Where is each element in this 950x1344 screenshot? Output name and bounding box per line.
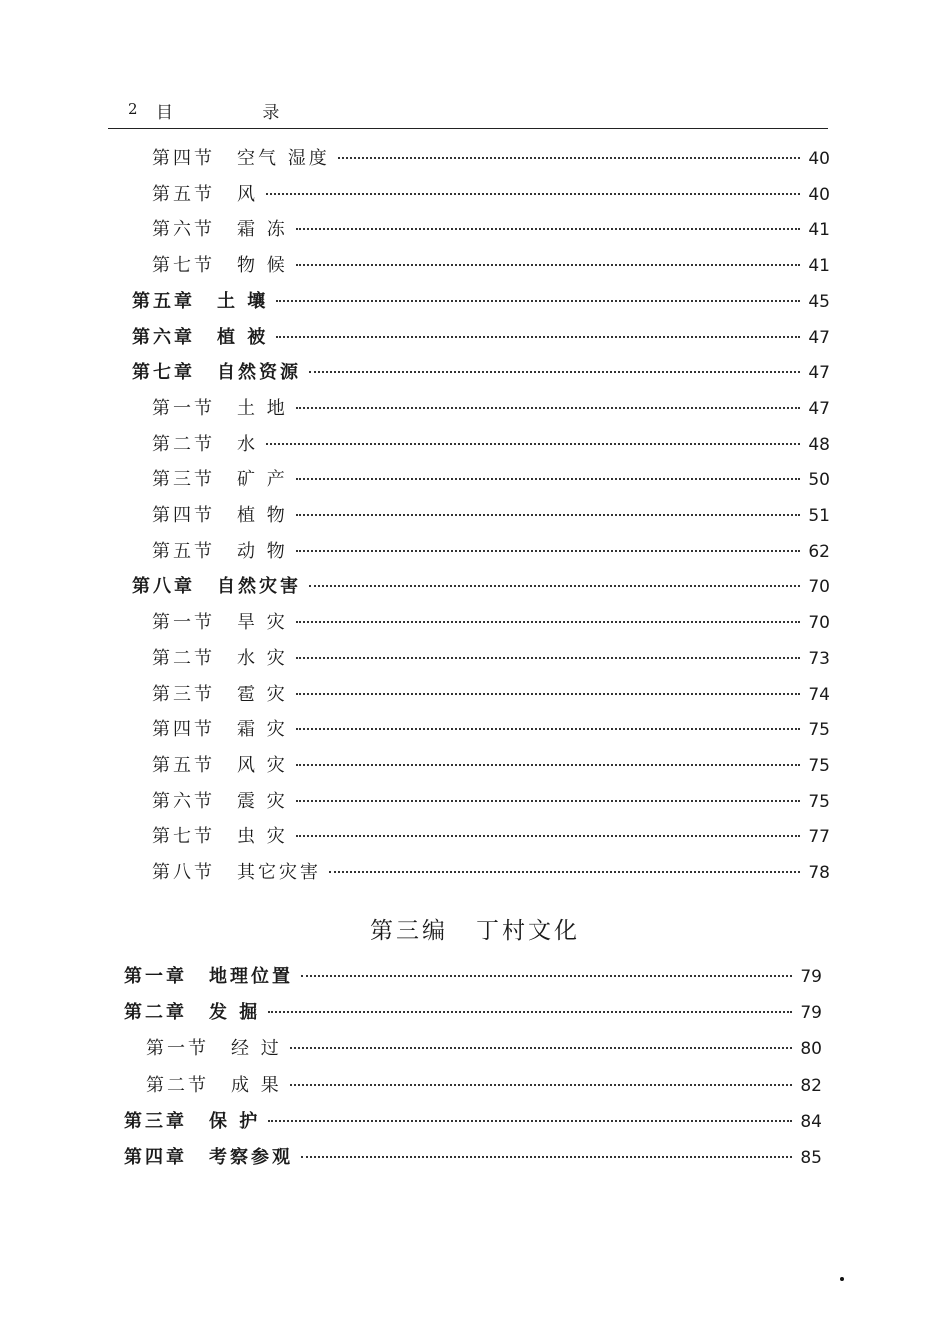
toc-entry-page: 78 xyxy=(808,863,830,883)
toc-leader-dots xyxy=(296,621,800,623)
toc-entry-number: 第二节 xyxy=(146,1074,209,1096)
toc-entry-number: 第一节 xyxy=(146,1038,209,1060)
toc-leader-dots xyxy=(276,336,800,338)
toc-entry-number: 第八章 xyxy=(132,576,195,598)
toc-entry-label xyxy=(152,715,288,741)
section-title xyxy=(0,912,950,945)
toc-leader-dots xyxy=(268,1120,792,1122)
toc-entry[interactable] xyxy=(132,572,830,602)
toc-entry[interactable] xyxy=(152,644,830,674)
toc-entry-page: 70 xyxy=(808,577,830,598)
toc-entry-page: 77 xyxy=(808,827,830,848)
toc-entry[interactable] xyxy=(152,144,830,174)
toc-entry-page: 79 xyxy=(800,967,822,987)
toc-entry[interactable] xyxy=(152,822,830,852)
toc-entry[interactable] xyxy=(124,998,822,1028)
toc-entry-title: 地理位置 xyxy=(209,966,293,987)
toc-entry[interactable] xyxy=(152,465,830,495)
toc-leader-dots xyxy=(296,514,800,516)
toc-entry[interactable] xyxy=(124,1107,822,1137)
toc-entry-page: 40 xyxy=(808,149,830,169)
toc-entry-label xyxy=(152,465,288,491)
toc-entry-number: 第七章 xyxy=(132,362,195,384)
toc-leader-dots xyxy=(301,975,792,977)
toc-leader-dots xyxy=(266,193,800,195)
toc-entry-page: 75 xyxy=(808,755,830,776)
toc-leader-dots xyxy=(309,585,800,587)
toc-entry-label xyxy=(124,1143,293,1169)
toc-leader-dots xyxy=(296,693,800,695)
toc-entry-number: 第五节 xyxy=(152,183,215,205)
section-part: 第三编 xyxy=(370,918,448,944)
toc-entry[interactable] xyxy=(132,287,830,317)
toc-entry-page: 47 xyxy=(808,327,830,348)
toc-entry-page: 74 xyxy=(808,684,830,705)
toc-entry-title: 水 xyxy=(237,433,258,455)
toc-entry[interactable] xyxy=(152,680,830,710)
toc-entry-label xyxy=(152,251,288,277)
toc-entry-page: 85 xyxy=(800,1148,822,1168)
toc-leader-dots xyxy=(301,1156,792,1158)
toc-entry-number: 第六章 xyxy=(132,326,195,348)
toc-entry-title: 植 被 xyxy=(217,326,269,348)
toc-entry[interactable] xyxy=(152,430,830,460)
toc-entry-label xyxy=(152,608,288,634)
toc-entry-title: 虫 灾 xyxy=(237,826,288,848)
toc-entry[interactable] xyxy=(152,537,830,567)
toc-entry-page: 41 xyxy=(808,220,830,241)
scan-speck xyxy=(840,1277,844,1281)
toc-entry-page: 70 xyxy=(808,613,830,634)
toc-entry-title: 考察参观 xyxy=(209,1147,293,1168)
toc-entry-number: 第五节 xyxy=(152,754,215,776)
toc-leader-dots xyxy=(266,443,800,445)
toc-entry-number: 第四章 xyxy=(124,1147,187,1168)
toc-entry-page: 45 xyxy=(808,291,830,312)
page-number: 2 xyxy=(128,100,138,118)
toc-entry[interactable] xyxy=(152,858,830,888)
toc-leader-dots xyxy=(290,1084,792,1086)
toc-entry-title: 土 地 xyxy=(237,397,288,419)
toc-leader-dots xyxy=(309,371,800,373)
toc-entry-label xyxy=(152,751,288,777)
toc-entry-number: 第一章 xyxy=(124,966,187,987)
toc-entry-page: 75 xyxy=(808,791,830,812)
toc-entry[interactable] xyxy=(152,715,830,745)
toc-entry-label xyxy=(146,1034,282,1060)
toc-entry-label xyxy=(146,1071,282,1097)
toc-entry-label xyxy=(132,572,301,598)
toc-entry-title: 霜 灾 xyxy=(237,719,288,741)
toc-entry-number: 第六节 xyxy=(152,790,215,812)
toc-leader-dots xyxy=(329,871,800,873)
toc-entry-page: 73 xyxy=(808,648,830,669)
toc-leader-dots xyxy=(296,264,800,266)
toc-entry-page: 84 xyxy=(800,1111,822,1132)
toc-leader-dots xyxy=(296,550,800,552)
toc-leader-dots xyxy=(296,835,800,837)
running-header xyxy=(108,98,828,129)
toc-entry-title: 保 护 xyxy=(209,1110,261,1132)
toc-entry-label xyxy=(132,323,268,349)
section-name: 丁村文化 xyxy=(476,918,580,944)
toc-entry-label xyxy=(152,144,330,170)
toc-entry-number: 第三节 xyxy=(152,469,215,491)
toc-entry-label xyxy=(152,394,288,420)
toc-entry-title: 霜 冻 xyxy=(237,219,288,241)
toc-entry[interactable] xyxy=(152,180,830,210)
toc-entry-title: 震 灾 xyxy=(237,790,288,812)
toc-leader-dots xyxy=(296,728,800,730)
toc-entry-label xyxy=(152,680,288,706)
toc-entry-label xyxy=(152,858,321,884)
toc-entry-page: 51 xyxy=(808,506,830,526)
toc-entry-label xyxy=(152,430,258,456)
toc-entry-page: 50 xyxy=(808,470,830,491)
toc-entry-page: 75 xyxy=(808,720,830,741)
toc-leader-dots xyxy=(296,407,800,409)
toc-entry-title: 其它灾害 xyxy=(237,862,321,883)
toc-entry-title: 发 掘 xyxy=(209,1002,261,1024)
toc-leader-dots xyxy=(296,764,800,766)
toc-entry-page: 41 xyxy=(808,256,830,277)
toc-entry-title: 矿 产 xyxy=(237,469,288,491)
toc-entry-number: 第五节 xyxy=(152,540,215,562)
header-title: 目 录 xyxy=(156,103,322,123)
toc-entry-title: 成 果 xyxy=(231,1074,282,1096)
toc-entry-number: 第六节 xyxy=(152,219,215,241)
toc-entry-number: 第七节 xyxy=(152,255,215,277)
toc-leader-dots xyxy=(296,228,800,230)
toc-entry-page: 48 xyxy=(808,434,830,455)
toc-entry-title: 风 灾 xyxy=(237,754,288,776)
toc-entry-number: 第三节 xyxy=(152,683,215,705)
toc-entry-title: 自然资源 xyxy=(217,362,301,384)
toc-entry-label xyxy=(124,962,293,988)
toc-entry-title: 物 候 xyxy=(237,255,288,277)
toc-entry-page: 40 xyxy=(808,184,830,205)
toc-entry-number: 第三章 xyxy=(124,1110,187,1132)
toc-entry[interactable] xyxy=(152,787,830,817)
toc-leader-dots xyxy=(296,657,800,659)
toc-entry-title: 动 物 xyxy=(237,540,288,562)
toc-entry[interactable] xyxy=(124,1143,822,1173)
toc-entry-number: 第八节 xyxy=(152,862,215,883)
toc-entry-page: 47 xyxy=(808,398,830,419)
toc-leader-dots xyxy=(276,300,800,302)
toc-entry[interactable] xyxy=(146,1071,822,1101)
toc-entry-title: 植 物 xyxy=(237,505,288,526)
toc-entry-label xyxy=(124,998,260,1024)
toc-entry-label xyxy=(132,358,301,384)
toc-entry[interactable] xyxy=(132,323,830,353)
toc-entry-label xyxy=(152,215,288,241)
toc-entry[interactable] xyxy=(124,962,822,992)
toc-entry-title: 雹 灾 xyxy=(237,683,288,705)
toc-entry-title: 旱 灾 xyxy=(237,612,288,634)
toc-entry-number: 第四节 xyxy=(152,148,215,169)
toc-entry[interactable] xyxy=(152,501,830,531)
toc-leader-dots xyxy=(338,157,800,159)
toc-entry-title: 空气 湿度 xyxy=(237,148,330,169)
toc-entry-label xyxy=(152,501,288,527)
toc-entry-page: 82 xyxy=(800,1075,822,1096)
toc-entry-page: 80 xyxy=(800,1039,822,1060)
toc-entry-number: 第一节 xyxy=(152,612,215,634)
toc-entry-page: 62 xyxy=(808,541,830,562)
toc-entry-number: 第一节 xyxy=(152,397,215,419)
toc-entry-page: 47 xyxy=(808,363,830,384)
toc-entry-page: 79 xyxy=(800,1003,822,1024)
toc-leader-dots xyxy=(296,478,800,480)
toc-entry-title: 经 过 xyxy=(231,1038,282,1060)
toc-entry-label xyxy=(152,180,258,206)
toc-entry-title: 自然灾害 xyxy=(217,576,301,598)
toc-entry-label xyxy=(152,644,288,670)
toc-entry-label xyxy=(152,537,288,563)
toc-entry[interactable] xyxy=(152,215,830,245)
toc-entry-number: 第二节 xyxy=(152,433,215,455)
toc-entry-title: 风 xyxy=(237,183,258,205)
toc-entry[interactable] xyxy=(152,608,830,638)
toc-entry-title: 水 灾 xyxy=(237,647,288,669)
toc-leader-dots xyxy=(296,800,800,802)
toc-entry-number: 第二章 xyxy=(124,1002,187,1024)
toc-entry[interactable] xyxy=(152,394,830,424)
toc-entry-number: 第二节 xyxy=(152,647,215,669)
toc-entry-number: 第四节 xyxy=(152,505,215,526)
toc-entry-number: 第四节 xyxy=(152,719,215,741)
toc-leader-dots xyxy=(268,1011,792,1013)
toc-entry-label xyxy=(132,287,268,313)
toc-entry[interactable] xyxy=(152,751,830,781)
toc-entry[interactable] xyxy=(132,358,830,388)
toc-entry-title: 土 壤 xyxy=(217,290,269,312)
toc-leader-dots xyxy=(290,1047,792,1049)
toc-entry[interactable] xyxy=(146,1034,822,1064)
toc-entry-label xyxy=(152,787,288,813)
toc-entry-label xyxy=(124,1107,260,1133)
toc-entry-number: 第七节 xyxy=(152,826,215,848)
toc-entry-label xyxy=(152,822,288,848)
toc-entry[interactable] xyxy=(152,251,830,281)
toc-entry-number: 第五章 xyxy=(132,290,195,312)
